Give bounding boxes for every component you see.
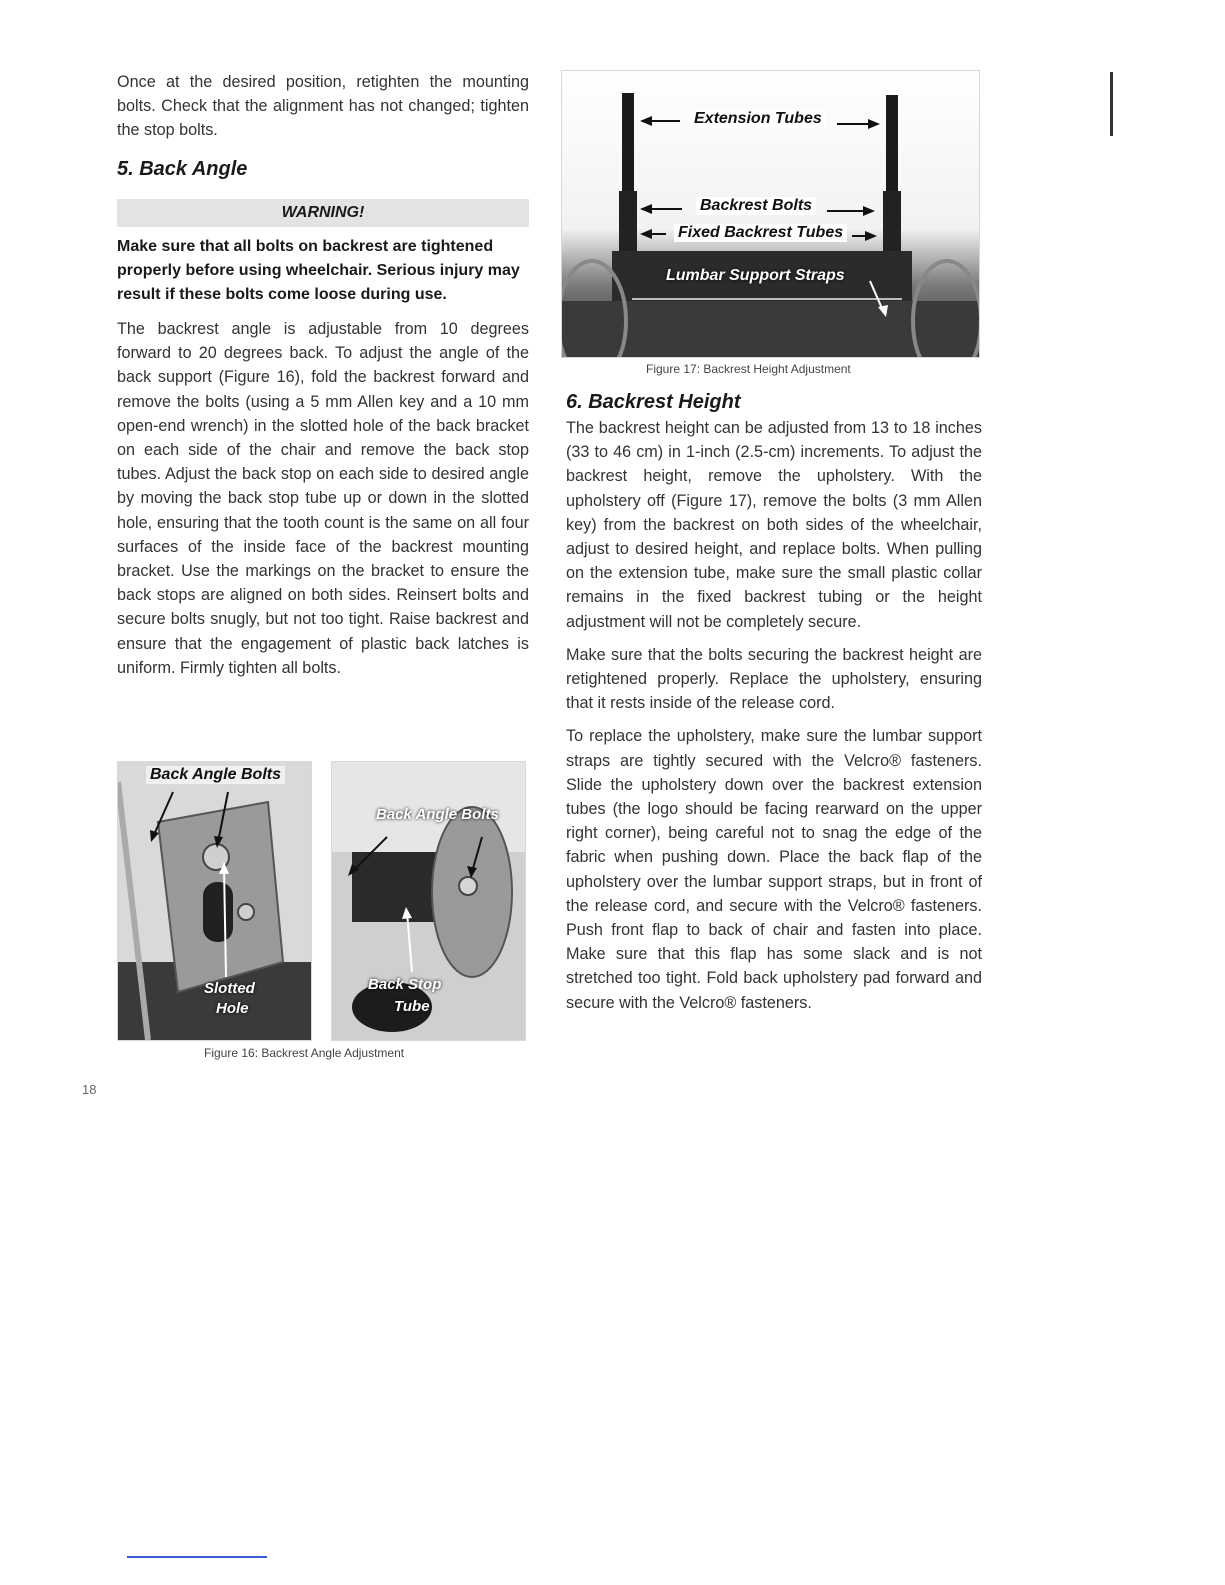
tube-label: Tube (394, 998, 430, 1015)
figure-16-caption: Figure 16: Backrest Angle Adjustment (204, 1046, 405, 1060)
figure-16-right-photo (331, 761, 526, 1041)
backrest-height-paragraph-2: Make sure that the bolts securing the backrest height are retightened properly. Replace the upholstery, ensuring that it rests inside of the release cord. (566, 645, 982, 713)
back-angle-heading: 5. Back Angle (117, 157, 248, 180)
margin-mark (1110, 72, 1113, 136)
back-angle-bolts-label-right: Back Angle Bolts (376, 806, 499, 823)
figure-17-photo (561, 70, 980, 358)
lumbar-support-straps-label: Lumbar Support Straps (666, 267, 845, 284)
back-angle-bolts-label-left: Back Angle Bolts (146, 766, 285, 784)
back-angle-paragraph: The backrest angle is adjustable from 10 degrees forward to 20 degrees back. To adjust the angle of the back support (Figure 16), fold the backrest forward and remove the bolts (using a 5 mm Allen key and a 10 mm open-end wrench) in the slotted hole of the back bracket on each side of the chair and remove the back stop tubes. Adjust the back stop on each side to desired angle by moving the back stop tube up or down in the slotted hole, ensuring that the tooth count is the same on all four surfaces of the inside face of the backrest mounting bracket. Use the markings on the bracket to ensure the back stops are aligned on both sides. Reinsert bolts and secure bolts snugly, but not too tight. Raise backrest and ensure that the engagement of plastic back latches is uniform. Firmly tighten all bolts. (117, 320, 529, 677)
backrest-height-heading: 6. Backrest Height (566, 391, 741, 413)
backrest-height-paragraph-3: To replace the upholstery, make sure the lumbar support straps are tightly secured with the Velcro® fasteners. Slide the upholstery down over the backrest extension tubes (the logo should be facing rearward on the upper right corner), being careful not to snag the edge of the fabric when pushing down. Place the back flap of the upholstery over the lumbar support straps, but in front of the release cord, and secure with the Velcro® fasteners. Push front flap to back of chair and fasten into place. Make sure that this flap has some slack and is not stretched too tight. Fold back upholstery pad forward and secure with the Velcro® fasteners. (566, 727, 982, 1012)
hole-label: Hole (216, 1000, 249, 1017)
warning-text: Make sure that all bolts on backrest are tightened properly before using wheelchair. Serious injury may result if these bolts come loose during use. (117, 238, 520, 304)
back-stop-label: Back Stop (368, 976, 442, 993)
fixed-backrest-tubes-label: Fixed Backrest Tubes (674, 224, 847, 242)
page-number: 18 (82, 1082, 97, 1097)
bottom-underline (127, 1556, 267, 1558)
backrest-bolts-label: Backrest Bolts (696, 197, 816, 215)
warning-title: WARNING! (117, 199, 529, 227)
intro-paragraph: Once at the desired position, retighten the mounting bolts. Check that the alignment has not changed; tighten the stop bolts. (117, 73, 529, 140)
backrest-height-paragraph-1: The backrest height can be adjusted from 13 to 18 inches (33 to 46 cm) in 1-inch (2.5-cm) increments. To adjust the backrest height, remove the upholstery. With the upholstery off (Figure 17), remove the bolts (3 mm Allen key) from the backrest on both sides of the wheelchair, adjust to desired height, and replace bolts. When pulling on the extension tube, make sure the small plastic collar remains in the fixed backrest tubing or the height adjustment will not be completely secure. (566, 419, 982, 631)
right-column (566, 391, 982, 1024)
figure-16-left-photo (117, 761, 312, 1041)
extension-tubes-label: Extension Tubes (690, 110, 826, 128)
left-column (117, 70, 529, 689)
figure-17-caption: Figure 17: Backrest Height Adjustment (646, 362, 851, 376)
back-bracket-photo (118, 762, 311, 1040)
slotted-label: Slotted (204, 980, 255, 997)
